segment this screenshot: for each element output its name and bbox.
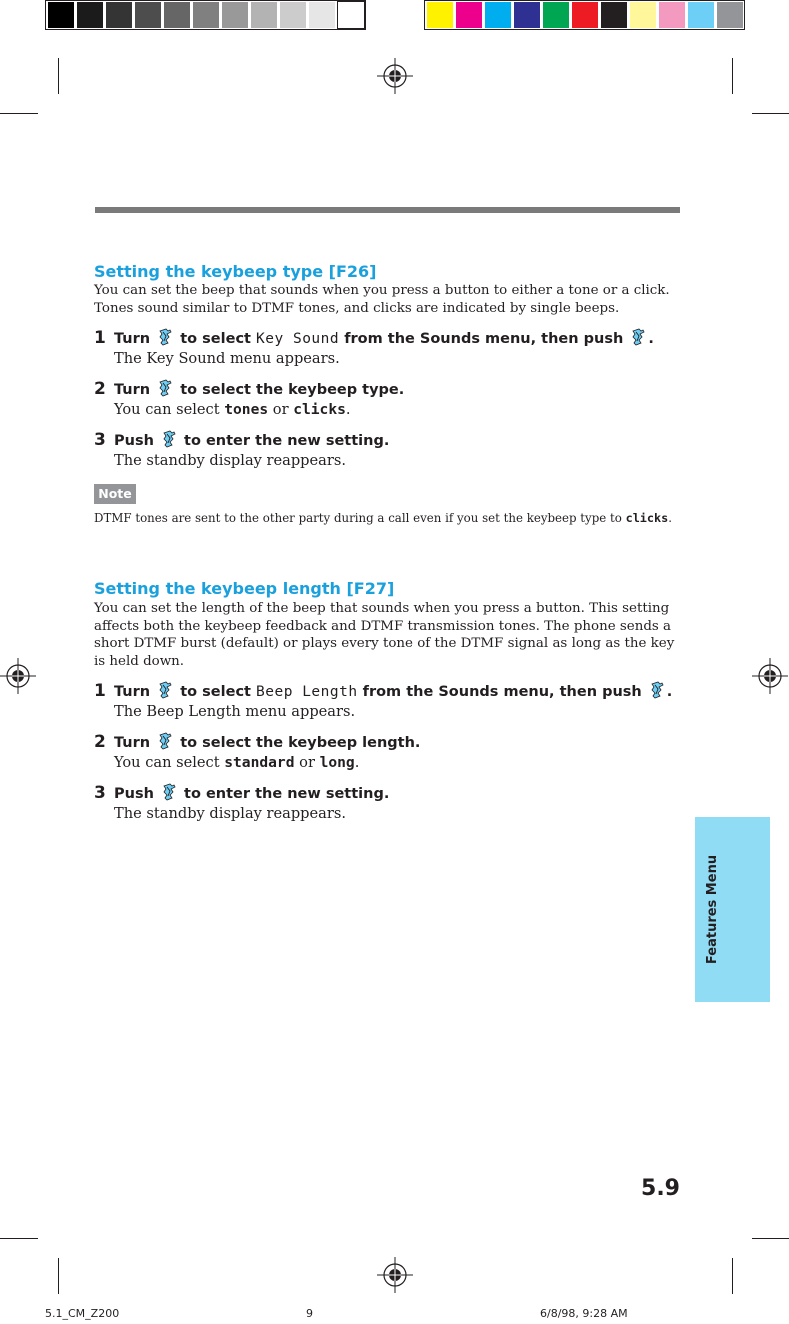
step-verb: Turn [114,684,151,700]
footer-date: 6/8/98, 9:28 AM [540,1307,628,1320]
step-verb: Turn [114,331,151,347]
color-swatch [135,2,161,28]
color-swatch [543,2,569,28]
color-swatch [222,2,248,28]
step-1-keybeep-type [94,328,694,348]
process-color-bar [424,0,745,30]
color-swatch [280,2,306,28]
step-sub-prefix: You can select [114,401,220,418]
color-swatch [485,2,511,28]
step-2-keybeep-type [94,379,694,399]
step-number: 2 [94,379,106,399]
step-3-result: The standby display reappears. [114,452,346,469]
jog-dial-icon [161,783,177,801]
chapter-side-tab [695,817,770,1002]
section-heading-keybeep-type: Setting the keybeep type [F26] [94,262,377,281]
crop-mark [0,113,38,114]
step-1-result: The Key Sound menu appears. [114,350,340,367]
color-swatch [164,2,190,28]
crop-mark [732,1258,733,1294]
color-swatch [338,2,364,28]
color-swatch [193,2,219,28]
color-swatch [601,2,627,28]
crop-mark [732,58,733,94]
section-heading-keybeep-length: Setting the keybeep length [F27] [94,579,395,598]
crop-mark [0,1238,38,1239]
color-swatch [251,2,277,28]
jog-dial-icon [157,681,173,699]
color-swatch [717,2,743,28]
grayscale-color-bar [45,0,366,30]
step-verb: Turn [114,735,151,751]
lcd-option-clicks: clicks [293,401,346,418]
color-swatch [659,2,685,28]
note-badge: Note [94,484,136,504]
top-rule-divider [95,207,680,213]
step-3-keybeep-type [94,430,694,450]
jog-dial-icon [157,732,173,750]
color-swatch [106,2,132,28]
jog-dial-icon [157,328,173,346]
registration-mark-icon [752,658,788,694]
step-after: from the Sounds menu, then push [362,684,642,700]
footer-page: 9 [306,1307,313,1320]
step-rest: to select the keybeep length. [180,735,421,751]
step-rest: to select the keybeep type. [180,382,405,398]
crop-mark [58,58,59,94]
step-verb: Push [114,786,154,802]
step-mid: to select [180,684,251,700]
step-2-result [114,754,359,771]
color-swatch [630,2,656,28]
color-swatch [48,2,74,28]
step-sub-or: or [299,754,315,771]
color-swatch [514,2,540,28]
section-intro-keybeep-type: You can set the beep that sounds when you press a button to either a tone or a click. Tones sound similar to DTMF tones, and clicks are indicated by single beeps. [94,283,670,316]
jog-dial-icon [161,430,177,448]
step-number: 1 [94,681,106,701]
color-swatch [309,2,335,28]
step-number: 3 [94,430,106,450]
section-intro-keybeep-length: You can set the length of the beep that sounds when you press a button. This setting affects both the keybeep feedback and DTMF transmission tones. The phone sends a short DTMF burst (default) or plays every tone of the DTMF signal as long as the key is held down. [94,601,675,669]
step-verb: Turn [114,382,151,398]
crop-mark [752,1238,789,1239]
step-end: . [648,331,654,347]
step-1-keybeep-length [94,681,694,701]
lcd-menu-item-beep-length: Beep Length [256,684,358,700]
note-text [94,510,679,526]
color-swatch [456,2,482,28]
step-2-keybeep-length [94,732,694,752]
jog-dial-icon [649,681,665,699]
chapter-side-tab-label: Features Menu [705,854,720,965]
note-body: DTMF tones are sent to the other party during a call even if you set the keybeep type to [94,511,622,525]
color-swatch [77,2,103,28]
lcd-option-clicks: clicks [625,511,669,525]
registration-mark-icon [377,58,413,94]
step-end: . [666,684,673,700]
note-end: . [668,511,672,525]
registration-mark-icon [0,658,36,694]
jog-dial-icon [157,379,173,397]
lcd-menu-item-key-sound: Key Sound [256,331,340,347]
registration-mark-icon [377,1257,413,1293]
lcd-option-long: long [319,754,355,771]
step-3-keybeep-length [94,783,694,803]
step-number: 1 [94,328,106,348]
step-mid: to select [180,331,251,347]
step-rest: to enter the new setting. [184,786,390,802]
lcd-option-tones: tones [224,401,269,418]
step-number: 2 [94,732,106,752]
step-sub-or: or [272,401,289,418]
step-number: 3 [94,783,106,803]
step-sub-end: . [345,401,351,418]
color-swatch [572,2,598,28]
step-after: from the Sounds menu, then push [344,331,624,347]
color-swatch [688,2,714,28]
step-verb: Push [114,433,154,449]
step-3-result: The standby display reappears. [114,805,346,822]
color-swatch [427,2,453,28]
crop-mark [58,1258,59,1294]
step-sub-prefix: You can select [114,754,220,771]
step-2-result [114,401,351,418]
lcd-option-standard: standard [224,754,295,771]
crop-mark [752,113,789,114]
footer-file-name: 5.1_CM_Z200 [45,1307,120,1320]
step-rest: to enter the new setting. [184,433,390,449]
step-sub-end: . [354,754,360,771]
page-number: 5.9 [641,1176,680,1201]
jog-dial-icon [630,328,646,346]
step-1-result: The Beep Length menu appears. [114,703,356,720]
